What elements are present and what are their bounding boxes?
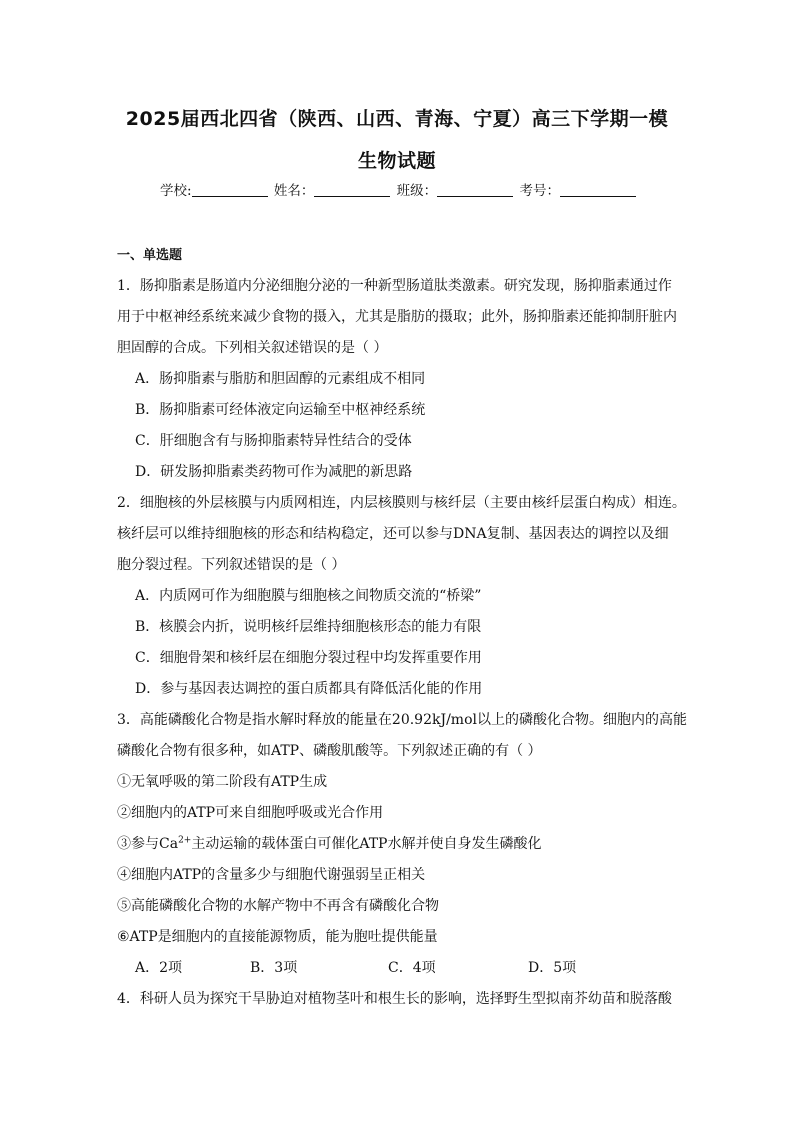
school-label: 学校: — [160, 183, 192, 199]
name-blank[interactable] — [314, 182, 390, 197]
q2-option-b: B．核膜会内折，说明核纤层维持细胞核形态的能力有限 — [135, 619, 482, 635]
q3-item-3-suffix: 主动运输的载体蛋白可催化ATP水解并使自身发生磷酸化 — [191, 836, 542, 852]
q3-item-3-superscript: 2+ — [178, 835, 192, 846]
q3-item-5: ⑤高能磷酸化合物的水解产物中不再含有磷酸化合物 — [117, 898, 439, 914]
exam-number-label: 考号： — [519, 183, 560, 199]
q3-item-3-prefix: ③参与Ca — [117, 836, 179, 852]
q2-stem-line: 核纤层可以维持细胞核的形态和结构稳定，还可以参与DNA复制、基因表达的调控以及细 — [117, 526, 669, 542]
q3-option-b: B．3项 — [250, 960, 298, 976]
q2-stem-line: 胞分裂过程。下列叙述错误的是（ ） — [117, 557, 346, 573]
school-blank[interactable] — [192, 182, 268, 197]
q3-stem-line: 磷酸化合物有很多种，如ATP、磷酸肌酸等。下列叙述正确的有（ ） — [117, 743, 542, 759]
question-content — [117, 240, 687, 1015]
q3-item-4: ④细胞内ATP的含量多少与细胞代谢强弱呈正相关 — [117, 867, 426, 883]
exam-subtitle: 生物试题 — [357, 150, 436, 172]
q1-option-c: C．肝细胞含有与肠抑脂素特异性结合的受体 — [135, 433, 412, 449]
exam-number-blank[interactable] — [560, 182, 636, 197]
q1-option-b: B．肠抑脂素可经体液定向运输至中枢神经系统 — [135, 402, 426, 418]
q3-item-6: ⑥ATP是细胞内的直接能源物质，能为胞吐提供能量 — [117, 929, 438, 945]
q1-option-a: A．肠抑脂素与脂肪和胆固醇的元素组成不相同 — [135, 371, 426, 387]
section-heading: 一、单选题 — [117, 248, 183, 263]
q1-stem-line: 胆固醇的合成。下列相关叙述错误的是（ ） — [117, 340, 388, 356]
q2-option-d: D．参与基因表达调控的蛋白质都具有降低活化能的作用 — [135, 681, 483, 697]
exam-title: 2025届西北四省（陕西、山西、青海、宁夏）高三下学期一模 — [125, 108, 669, 130]
q3-option-c: C．4项 — [388, 960, 436, 976]
class-blank[interactable] — [437, 182, 513, 197]
q3-options-row — [117, 953, 682, 984]
q1-stem-line: 1．肠抑脂素是肠道内分泌细胞分泌的一种新型肠道肽类激素。研究发现，肠抑脂素通过作 — [117, 278, 672, 294]
q1-stem-line: 用于中枢神经系统来减少食物的摄入，尤其是脂肪的摄取；此外，肠抑脂素还能抑制肝脏内 — [117, 309, 677, 325]
name-label: 姓名： — [273, 183, 315, 199]
q4-stem-line: 4．科研人员为探究干旱胁迫对植物茎叶和根生长的影响，选择野生型拟南芥幼苗和脱落酸 — [117, 991, 672, 1007]
q3-item-2: ②细胞内的ATP可来自细胞呼吸或光合作用 — [117, 805, 384, 821]
q3-item-3 — [117, 829, 682, 860]
q3-stem-line: 3．高能磷酸化合物是指水解时释放的能量在20.92kJ/mol以上的磷酸化合物。细胞内的高能 — [117, 712, 687, 728]
class-label: 班级： — [396, 183, 438, 199]
q3-option-d: D．5项 — [528, 960, 577, 976]
q2-stem-line: 2．细胞核的外层核膜与内质网相连，内层核膜则与核纤层（主要由核纤层蛋白构成）相连。 — [117, 495, 686, 511]
q3-item-1: ①无氧呼吸的第二阶段有ATP生成 — [117, 774, 328, 790]
q3-option-a: A．2项 — [135, 960, 183, 976]
q2-option-c: C．细胞骨架和核纤层在细胞分裂过程中均发挥重要作用 — [135, 650, 482, 666]
student-info-row — [0, 181, 794, 201]
q2-option-a: A．内质网可作为细胞膜与细胞核之间物质交流的“桥梁” — [135, 588, 482, 604]
q1-option-d: D．研发肠抑脂素类药物可作为减肥的新思路 — [135, 464, 413, 480]
